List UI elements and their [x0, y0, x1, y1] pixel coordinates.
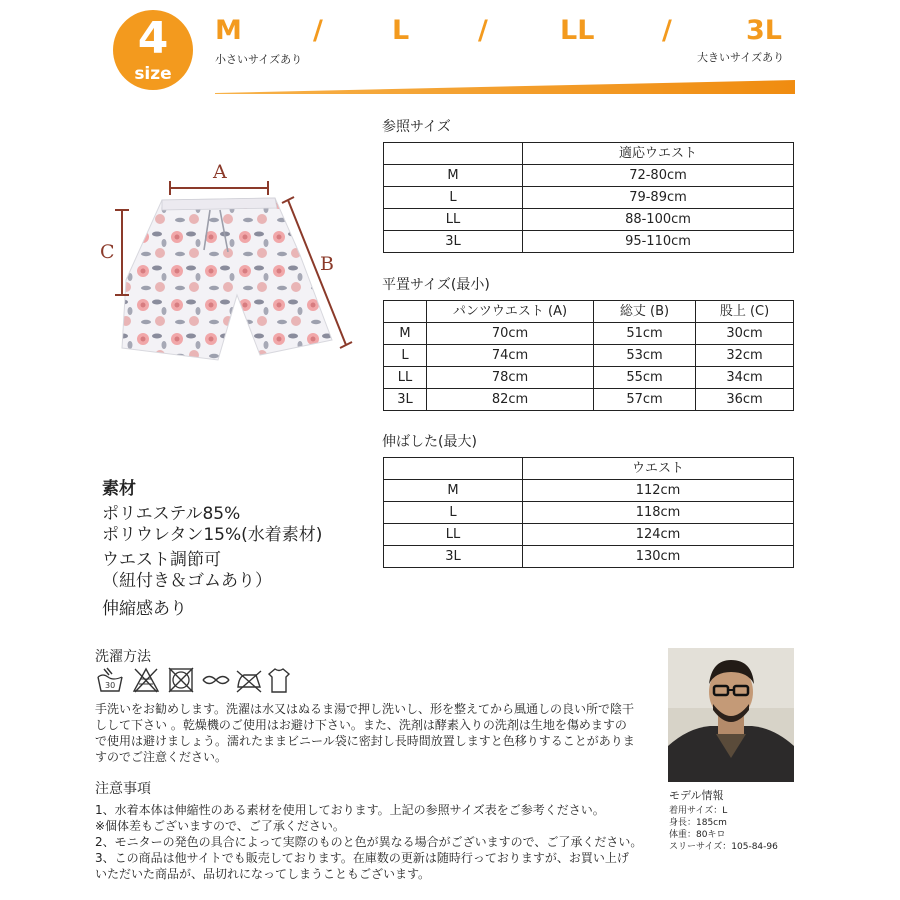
waist-cell: 88-100cm — [523, 209, 794, 231]
badge-label: size — [134, 64, 172, 84]
table-header-cell: ウエスト — [523, 458, 794, 480]
wring-gently-icon — [201, 665, 231, 695]
size-cell: LL — [384, 209, 523, 231]
caution-title: 注意事項 — [95, 781, 151, 797]
waist-cell: 95-110cm — [523, 231, 794, 253]
waist-cell: 70cm — [427, 323, 594, 345]
caution-line: 3、この商品は他サイトでも販売しております。在庫数の更新は随時行っておりますが、お買い上げいただいた商品が、品切れになってしまうこともございます。 — [95, 851, 629, 881]
caution-line: 2、モニターの発色の具合によって実際のものと色が異なる場合がございますので、ご了承ください。 — [95, 835, 643, 849]
size-cell: 3L — [384, 231, 523, 253]
model-info-line: スリーサイズ：105-84-96 — [669, 842, 778, 852]
waist-cell: 124cm — [523, 524, 794, 546]
dimension-label-b: B — [320, 253, 334, 275]
shorts-measurement-diagram — [100, 160, 360, 375]
size-cell: LL — [384, 524, 523, 546]
table-header-row — [384, 301, 794, 323]
waist-cell: 112cm — [523, 480, 794, 502]
caution-line: 1、水着本体は伸縮性のある素材を使用しております。上記の参照サイズ表をご参考ください。 — [95, 803, 605, 817]
dimension-label-c: C — [100, 241, 115, 263]
stretched-size-title: 伸ばした(最大) — [382, 434, 477, 450]
wash-title: 洗濯方法 — [95, 649, 151, 665]
dimension-label-a: A — [213, 161, 227, 183]
size-cell: M — [384, 165, 523, 187]
waist-cell: 82cm — [427, 389, 594, 411]
reference-size-title: 参照サイズ — [382, 119, 451, 135]
rise-cell: 30cm — [696, 323, 794, 345]
table-row — [384, 546, 794, 568]
no-bleach-icon — [131, 665, 161, 695]
table-header-row — [384, 143, 794, 165]
size-3l: 3L — [746, 15, 782, 46]
table-row — [384, 502, 794, 524]
material-line: ポリエステル85% — [102, 504, 241, 524]
reference-size-table — [383, 142, 794, 253]
model-info-title: モデル情報 — [669, 789, 724, 802]
hand-wash-icon — [95, 665, 125, 695]
table-header-cell: 股上 (C) — [696, 301, 794, 323]
model-info-line: 体重：80キロ — [669, 830, 726, 840]
size-cell: 3L — [384, 389, 427, 411]
table-row — [384, 231, 794, 253]
rise-cell: 34cm — [696, 367, 794, 389]
waist-cell: 118cm — [523, 502, 794, 524]
shorts-image — [122, 198, 332, 360]
flat-size-title: 平置サイズ(最小) — [382, 277, 490, 293]
no-tumble-dry-icon — [166, 665, 196, 695]
size-cell: M — [384, 480, 523, 502]
size-separator: / — [313, 15, 323, 46]
small-size-note: 小さいサイズあり — [215, 53, 303, 66]
hang-dry-icon — [264, 665, 294, 695]
size-m: M — [215, 15, 242, 46]
material-line: ポリウレタン15%(水着素材) — [102, 525, 323, 545]
caution-line: ※個体差もございますので、ご了承ください。 — [95, 819, 345, 833]
size-cell: LL — [384, 367, 427, 389]
wash-instructions: 手洗いをお勧めします。洗濯は水又はぬるま湯で押し洗いし、形を整えてから風通しの良い所で陰干しして下さい 。乾燥機のご使用はお避け下さい。また、洗剤は酵素入りの洗剤は生地を傷めますので使用は避けましょう。濡れたままビニール袋に密封し長時間放置しますと色移りすることがありますのでご注意ください。 — [95, 702, 635, 764]
stretched-size-table — [383, 457, 794, 568]
size-ll: LL — [560, 15, 595, 46]
size-l: L — [392, 15, 410, 46]
table-row — [384, 345, 794, 367]
table-row — [384, 480, 794, 502]
table-row — [384, 323, 794, 345]
table-header-cell: 適応ウエスト — [523, 143, 794, 165]
table-row — [384, 367, 794, 389]
flat-size-table — [383, 300, 794, 411]
model-info-line: 身長：185cm — [669, 818, 727, 828]
waist-cell: 78cm — [427, 367, 594, 389]
badge-number: 4 — [137, 13, 169, 64]
length-cell: 51cm — [594, 323, 696, 345]
material-line: 伸縮感あり — [102, 599, 187, 619]
header-swoosh-bar — [215, 70, 795, 94]
length-cell: 53cm — [594, 345, 696, 367]
size-separator: / — [662, 15, 672, 46]
table-header-cell: パンツウエスト (A) — [427, 301, 594, 323]
table-row — [384, 389, 794, 411]
length-cell: 57cm — [594, 389, 696, 411]
size-cell: L — [384, 345, 427, 367]
size-cell: L — [384, 502, 523, 524]
large-size-note: 大きいサイズあり — [697, 51, 785, 64]
size-cell: L — [384, 187, 523, 209]
table-header-row — [384, 458, 794, 480]
rise-cell: 36cm — [696, 389, 794, 411]
svg-text:30: 30 — [105, 681, 116, 690]
waist-cell: 74cm — [427, 345, 594, 367]
waist-cell: 72-80cm — [523, 165, 794, 187]
material-title: 素材 — [102, 479, 136, 499]
no-iron-icon — [234, 665, 264, 695]
table-row — [384, 524, 794, 546]
table-row — [384, 187, 794, 209]
length-cell: 55cm — [594, 367, 696, 389]
size-cell: M — [384, 323, 427, 345]
rise-cell: 32cm — [696, 345, 794, 367]
size-separator: / — [478, 15, 488, 46]
table-row — [384, 165, 794, 187]
material-line: （紐付き＆ゴムあり） — [102, 571, 272, 591]
model-info-line: 着用サイズ：L — [669, 806, 728, 816]
table-row — [384, 209, 794, 231]
material-line: ウエスト調節可 — [102, 550, 221, 570]
waist-cell: 79-89cm — [523, 187, 794, 209]
waist-cell: 130cm — [523, 546, 794, 568]
size-count-badge — [113, 10, 193, 90]
size-cell: 3L — [384, 546, 523, 568]
model-photo — [668, 648, 794, 782]
table-header-cell: 総丈 (B) — [594, 301, 696, 323]
